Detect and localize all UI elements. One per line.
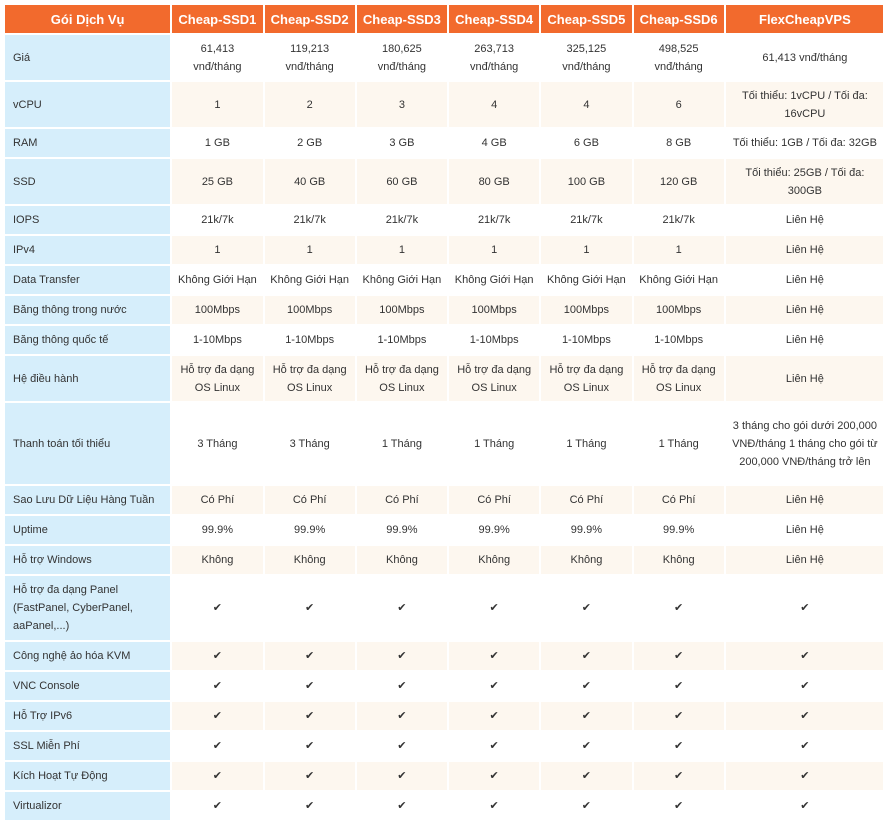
- check-icon: ✔: [357, 762, 447, 790]
- table-cell: 6 GB: [541, 129, 631, 157]
- check-icon: ✔: [449, 732, 539, 760]
- table-row: [5, 762, 883, 790]
- table-cell: 40 GB: [265, 159, 355, 204]
- check-icon: ✔: [726, 576, 883, 640]
- table-cell: Tối thiểu: 25GB / Tối đa: 300GB: [726, 159, 883, 204]
- table-cell: Liên Hệ: [726, 296, 883, 324]
- check-icon: ✔: [172, 642, 262, 670]
- check-icon: ✔: [449, 792, 539, 820]
- header-plan-flexcheapvps: FlexCheapVPS: [726, 5, 883, 33]
- table-cell: Có Phí: [357, 486, 447, 514]
- row-label: Virtualizor: [5, 792, 170, 820]
- row-label: Hỗ Trợ IPv6: [5, 702, 170, 730]
- row-label: Giá: [5, 35, 170, 80]
- table-row: [5, 702, 883, 730]
- table-cell: Không Giới Hạn: [634, 266, 724, 294]
- table-row: [5, 516, 883, 544]
- table-cell: Có Phí: [634, 486, 724, 514]
- check-icon: ✔: [726, 762, 883, 790]
- check-icon: ✔: [634, 576, 724, 640]
- table-cell: 1 Tháng: [357, 403, 447, 484]
- check-icon: ✔: [357, 792, 447, 820]
- table-row: [5, 129, 883, 157]
- table-cell: Liên Hệ: [726, 326, 883, 354]
- row-label: Công nghệ ảo hóa KVM: [5, 642, 170, 670]
- table-cell: 21k/7k: [265, 206, 355, 234]
- table-cell: 119,213 vnđ/tháng: [265, 35, 355, 80]
- row-label: Kích Hoạt Tự Động: [5, 762, 170, 790]
- table-cell: 3 tháng cho gói dưới 200,000 VNĐ/tháng 1 tháng cho gói từ 200,000 VNĐ/tháng trở lên: [726, 403, 883, 484]
- check-icon: ✔: [634, 792, 724, 820]
- table-cell: 1-10Mbps: [449, 326, 539, 354]
- table-cell: Hỗ trợ đa dạng OS Linux: [541, 356, 631, 401]
- table-cell: 1 Tháng: [541, 403, 631, 484]
- row-label: Thanh toán tối thiểu: [5, 403, 170, 484]
- table-cell: 80 GB: [449, 159, 539, 204]
- table-cell: 99.9%: [634, 516, 724, 544]
- table-cell: Liên Hệ: [726, 266, 883, 294]
- table-cell: 1: [634, 236, 724, 264]
- table-cell: Không Giới Hạn: [449, 266, 539, 294]
- table-cell: Hỗ trợ đa dạng OS Linux: [634, 356, 724, 401]
- table-cell: Liên Hệ: [726, 486, 883, 514]
- table-cell: Không: [449, 546, 539, 574]
- row-label: Data Transfer: [5, 266, 170, 294]
- table-cell: Không Giới Hạn: [357, 266, 447, 294]
- check-icon: ✔: [726, 642, 883, 670]
- check-icon: ✔: [265, 762, 355, 790]
- table-row: [5, 642, 883, 670]
- check-icon: ✔: [634, 732, 724, 760]
- row-label: SSL Miễn Phí: [5, 732, 170, 760]
- table-cell: 100Mbps: [634, 296, 724, 324]
- pricing-table: [3, 3, 883, 822]
- table-cell: 1 GB: [172, 129, 262, 157]
- header-plan-cheap-ssd2: Cheap-SSD2: [265, 5, 355, 33]
- table-cell: 99.9%: [357, 516, 447, 544]
- check-icon: ✔: [449, 762, 539, 790]
- check-icon: ✔: [265, 792, 355, 820]
- table-cell: Không: [172, 546, 262, 574]
- table-cell: Không: [265, 546, 355, 574]
- table-row: [5, 732, 883, 760]
- header-plan-cheap-ssd1: Cheap-SSD1: [172, 5, 262, 33]
- table-cell: Không Giới Hạn: [265, 266, 355, 294]
- header-plan-cheap-ssd3: Cheap-SSD3: [357, 5, 447, 33]
- table-cell: Có Phí: [541, 486, 631, 514]
- row-label: Hệ điều hành: [5, 356, 170, 401]
- row-label: Hỗ trợ đa dạng Panel (FastPanel, CyberPanel, aaPanel,...): [5, 576, 170, 640]
- check-icon: ✔: [541, 576, 631, 640]
- table-cell: 61,413 vnđ/tháng: [172, 35, 262, 80]
- check-icon: ✔: [449, 576, 539, 640]
- table-cell: Tối thiểu: 1GB / Tối đa: 32GB: [726, 129, 883, 157]
- table-cell: Có Phí: [172, 486, 262, 514]
- header-plan-cheap-ssd4: Cheap-SSD4: [449, 5, 539, 33]
- row-label: Hỗ trợ Windows: [5, 546, 170, 574]
- table-row: [5, 206, 883, 234]
- header-row: [5, 5, 883, 33]
- table-row: [5, 296, 883, 324]
- table-row: [5, 326, 883, 354]
- table-cell: 100Mbps: [172, 296, 262, 324]
- table-cell: 1: [541, 236, 631, 264]
- table-cell: 100Mbps: [265, 296, 355, 324]
- check-icon: ✔: [634, 672, 724, 700]
- table-cell: Không: [634, 546, 724, 574]
- table-cell: Hỗ trợ đa dạng OS Linux: [357, 356, 447, 401]
- table-cell: 1-10Mbps: [172, 326, 262, 354]
- check-icon: ✔: [541, 702, 631, 730]
- table-cell: Tối thiểu: 1vCPU / Tối đa: 16vCPU: [726, 82, 883, 127]
- table-cell: 100Mbps: [449, 296, 539, 324]
- row-label: RAM: [5, 129, 170, 157]
- table-cell: 1: [265, 236, 355, 264]
- row-label: Uptime: [5, 516, 170, 544]
- table-cell: 498,525 vnđ/tháng: [634, 35, 724, 80]
- table-cell: 120 GB: [634, 159, 724, 204]
- table-row: [5, 35, 883, 80]
- check-icon: ✔: [265, 672, 355, 700]
- check-icon: ✔: [172, 732, 262, 760]
- table-row: [5, 403, 883, 484]
- check-icon: ✔: [265, 642, 355, 670]
- check-icon: ✔: [726, 702, 883, 730]
- table-cell: Không Giới Hạn: [172, 266, 262, 294]
- check-icon: ✔: [357, 732, 447, 760]
- table-cell: 6: [634, 82, 724, 127]
- table-cell: Liên Hệ: [726, 206, 883, 234]
- table-row: [5, 159, 883, 204]
- check-icon: ✔: [449, 672, 539, 700]
- table-row: [5, 576, 883, 640]
- table-cell: 99.9%: [449, 516, 539, 544]
- row-label: IOPS: [5, 206, 170, 234]
- row-label: vCPU: [5, 82, 170, 127]
- row-label: Băng thông quốc tế: [5, 326, 170, 354]
- table-cell: 1: [172, 82, 262, 127]
- table-cell: 1: [357, 236, 447, 264]
- check-icon: ✔: [726, 732, 883, 760]
- table-cell: 99.9%: [541, 516, 631, 544]
- table-cell: 4 GB: [449, 129, 539, 157]
- check-icon: ✔: [357, 672, 447, 700]
- check-icon: ✔: [541, 762, 631, 790]
- table-cell: Liên Hệ: [726, 546, 883, 574]
- header-plan-cheap-ssd5: Cheap-SSD5: [541, 5, 631, 33]
- table-cell: Liên Hệ: [726, 236, 883, 264]
- table-cell: 3 Tháng: [265, 403, 355, 484]
- table-row: [5, 356, 883, 401]
- table-cell: 21k/7k: [541, 206, 631, 234]
- table-cell: 1: [172, 236, 262, 264]
- table-cell: 100Mbps: [541, 296, 631, 324]
- row-label: Sao Lưu Dữ Liệu Hàng Tuần: [5, 486, 170, 514]
- table-cell: 21k/7k: [634, 206, 724, 234]
- check-icon: ✔: [541, 642, 631, 670]
- table-cell: 61,413 vnđ/tháng: [726, 35, 883, 80]
- table-cell: 100Mbps: [357, 296, 447, 324]
- table-cell: 8 GB: [634, 129, 724, 157]
- table-cell: 1: [449, 236, 539, 264]
- check-icon: ✔: [541, 672, 631, 700]
- table-cell: Không Giới Hạn: [541, 266, 631, 294]
- check-icon: ✔: [541, 732, 631, 760]
- table-cell: 2 GB: [265, 129, 355, 157]
- table-cell: Liên Hệ: [726, 516, 883, 544]
- table-cell: 21k/7k: [449, 206, 539, 234]
- table-cell: Liên Hệ: [726, 356, 883, 401]
- check-icon: ✔: [449, 642, 539, 670]
- table-cell: 4: [449, 82, 539, 127]
- table-cell: 4: [541, 82, 631, 127]
- table-row: [5, 672, 883, 700]
- table-cell: 263,713 vnđ/tháng: [449, 35, 539, 80]
- table-row: [5, 236, 883, 264]
- table-row: [5, 792, 883, 820]
- table-cell: 60 GB: [357, 159, 447, 204]
- header-service: Gói Dịch Vụ: [5, 5, 170, 33]
- table-cell: Hỗ trợ đa dạng OS Linux: [265, 356, 355, 401]
- check-icon: ✔: [172, 702, 262, 730]
- check-icon: ✔: [357, 642, 447, 670]
- table-cell: Không: [541, 546, 631, 574]
- table-cell: 3: [357, 82, 447, 127]
- table-cell: 21k/7k: [357, 206, 447, 234]
- table-cell: 1-10Mbps: [634, 326, 724, 354]
- table-row: [5, 486, 883, 514]
- table-cell: Hỗ trợ đa dạng OS Linux: [449, 356, 539, 401]
- table-cell: 1 Tháng: [634, 403, 724, 484]
- table-cell: 100 GB: [541, 159, 631, 204]
- table-cell: 3 GB: [357, 129, 447, 157]
- table-cell: 1-10Mbps: [265, 326, 355, 354]
- table-cell: 325,125 vnđ/tháng: [541, 35, 631, 80]
- table-cell: 2: [265, 82, 355, 127]
- check-icon: ✔: [172, 576, 262, 640]
- table-cell: 99.9%: [265, 516, 355, 544]
- table-cell: 1-10Mbps: [357, 326, 447, 354]
- table-cell: 25 GB: [172, 159, 262, 204]
- check-icon: ✔: [634, 762, 724, 790]
- check-icon: ✔: [172, 672, 262, 700]
- table-cell: 1-10Mbps: [541, 326, 631, 354]
- table-row: [5, 82, 883, 127]
- check-icon: ✔: [265, 576, 355, 640]
- check-icon: ✔: [449, 702, 539, 730]
- header-plan-cheap-ssd6: Cheap-SSD6: [634, 5, 724, 33]
- row-label: VNC Console: [5, 672, 170, 700]
- check-icon: ✔: [541, 792, 631, 820]
- table-cell: Không: [357, 546, 447, 574]
- check-icon: ✔: [357, 576, 447, 640]
- table-cell: 99.9%: [172, 516, 262, 544]
- table-cell: 3 Tháng: [172, 403, 262, 484]
- check-icon: ✔: [172, 792, 262, 820]
- check-icon: ✔: [726, 792, 883, 820]
- row-label: IPv4: [5, 236, 170, 264]
- table-row: [5, 266, 883, 294]
- check-icon: ✔: [265, 702, 355, 730]
- check-icon: ✔: [634, 642, 724, 670]
- table-cell: Có Phí: [449, 486, 539, 514]
- table-cell: 21k/7k: [172, 206, 262, 234]
- table-cell: Có Phí: [265, 486, 355, 514]
- check-icon: ✔: [357, 702, 447, 730]
- table-cell: 1 Tháng: [449, 403, 539, 484]
- check-icon: ✔: [265, 732, 355, 760]
- check-icon: ✔: [726, 672, 883, 700]
- row-label: SSD: [5, 159, 170, 204]
- table-row: [5, 546, 883, 574]
- table-cell: 180,625 vnđ/tháng: [357, 35, 447, 80]
- row-label: Băng thông trong nước: [5, 296, 170, 324]
- check-icon: ✔: [634, 702, 724, 730]
- check-icon: ✔: [172, 762, 262, 790]
- table-cell: Hỗ trợ đa dạng OS Linux: [172, 356, 262, 401]
